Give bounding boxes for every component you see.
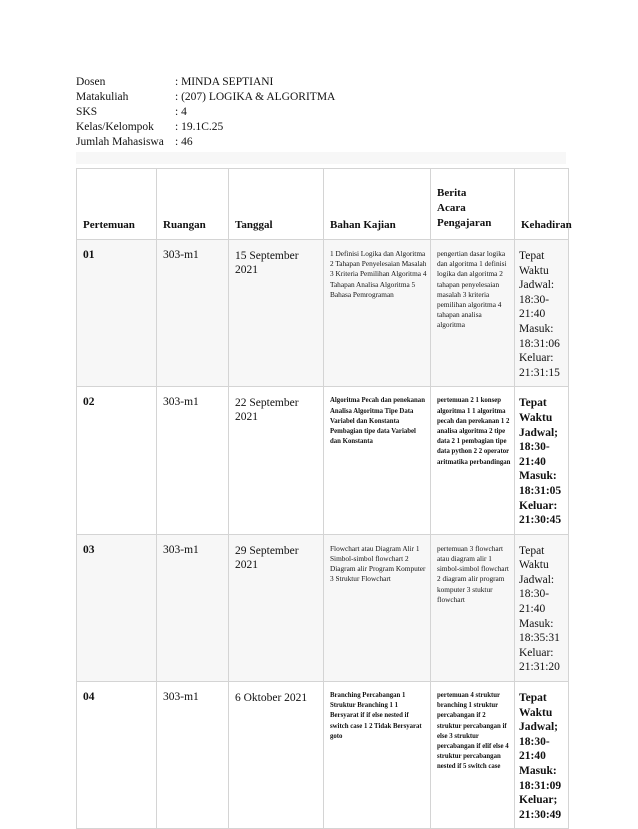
info-label: Kelas/Kelompok	[76, 121, 154, 133]
cell-berita-acara: pertemuan 3 flowchart atau diagram alir 1 simbol-simbol flowchart 2 diagram alir program komputer 3 stuktur flowchart	[437, 543, 509, 604]
header-berita-line: Berita	[437, 187, 467, 199]
kehadiran-jadwal: 18:30-21:40	[519, 293, 550, 321]
header-pertemuan: Pertemuan	[77, 169, 157, 240]
cell-kehadiran	[515, 387, 568, 533]
cell-bahan-kajian: 1 Definisi Logika dan Algoritma 2 Tahapan Penyelesaian Masalah 3 Kriteria Pemilihan Algoritma 4 Tahapan Analisa Algoritma 5 Bahasa Pemrograman	[330, 249, 427, 299]
info-label: Matakuliah	[76, 91, 129, 103]
table-row	[77, 682, 569, 829]
kehadiran-keluar: 21:30:49	[519, 808, 562, 821]
info-matakuliah	[76, 90, 335, 105]
attendance-table	[76, 168, 572, 829]
info-value: : MINDA SEPTIANI	[175, 76, 274, 88]
cell-tanggal: 15 September 2021	[235, 250, 299, 276]
info-sks	[76, 105, 335, 120]
kehadiran-jadwal: 18:30-21:40	[519, 735, 550, 763]
cell-berita-acara: pertemuan 4 struktur branching 1 struktur percabangan if 2 struktur percabangan if else 3 struktur percabangan if elif else 4 struktur percabangan nested if 5 switch case	[437, 692, 509, 771]
kehadiran-masuk-label: Masuk:	[519, 322, 554, 335]
info-value: : (207) LOGIKA & ALGORITMA	[175, 91, 336, 103]
kehadiran-masuk: 18:35:31	[519, 632, 560, 645]
cell-kehadiran	[515, 240, 568, 386]
kehadiran-status: Tepat Waktu	[519, 544, 549, 572]
info-value: : 19.1C.25	[175, 121, 224, 133]
kehadiran-keluar-label: Keluar:	[519, 352, 554, 365]
info-kelas	[76, 120, 335, 135]
kehadiran-jadwal-label: Jadwal;	[519, 721, 558, 734]
table-row	[77, 240, 569, 387]
info-jumlah	[76, 135, 335, 150]
info-value: : 46	[175, 136, 193, 148]
info-value: : 4	[175, 106, 187, 118]
kehadiran-jadwal: 18:30-21:40	[519, 441, 550, 468]
kehadiran-keluar: 21:31:15	[519, 366, 560, 379]
kehadiran-masuk-label: Masuk:	[519, 765, 557, 777]
header-berita-acara	[431, 169, 515, 240]
cell-berita-acara: pertemuan 2 1 konsep algoritma 1 1 algoritma pecah dan perekanan 1 2 analisa algoritma 2 tipe data 2 1 pembagian tipe data python 2 2 operator aritmatika perbandingan	[437, 397, 511, 466]
kehadiran-keluar: 21:31:20	[519, 661, 560, 674]
cell-ruangan: 303-m1	[163, 396, 199, 409]
kehadiran-masuk: 18:31:05	[519, 484, 562, 497]
kehadiran-keluar-label: Keluar;	[519, 794, 558, 807]
kehadiran-masuk: 18:31:06	[519, 337, 560, 350]
header-bahan-kajian: Bahan Kajian	[324, 169, 431, 240]
kehadiran-masuk-label: Masuk:	[519, 617, 554, 630]
cell-bahan-kajian: Flowchart atau Diagram Alir 1 Simbol-simbol flowchart 2 Diagram alir Program Komputer 3 Struktur Flowchart	[330, 543, 426, 584]
kehadiran-keluar-label: Keluar:	[519, 646, 554, 659]
cell-ruangan: 303-m1	[163, 249, 199, 261]
table-row	[77, 387, 569, 534]
header-kehadiran: Kehadiran	[515, 169, 569, 240]
header-ruangan: Ruangan	[157, 169, 229, 240]
table-row	[77, 534, 569, 681]
attendance-table-wrapper	[76, 168, 572, 829]
kehadiran-jadwal-label: Jadwal:	[519, 573, 555, 586]
header-divider-band	[76, 152, 566, 164]
kehadiran-status: Tepat Waktu	[519, 250, 549, 277]
kehadiran-jadwal: 18:30-21:40	[519, 588, 550, 616]
cell-pertemuan: 02	[83, 396, 95, 409]
kehadiran-keluar: 21:30:45	[519, 514, 562, 527]
cell-pertemuan: 01	[83, 249, 95, 261]
cell-bahan-kajian: Algoritma Pecah dan penekanan Analisa Algoritma Tipe Data Variabel dan Konstanta Pembagian tipe data Variabel dan Konstanta	[330, 397, 425, 446]
info-label: Dosen	[76, 76, 106, 88]
header-tanggal: Tanggal	[229, 169, 324, 240]
cell-berita-acara: pengertian dasar logika dan algoritma 1 definisi logika dan algoritma 2 tahapan penyelesaian masalah 3 kriteria pemilihan algoritma 4 tahapan analisa algoritma	[437, 249, 507, 330]
info-dosen	[76, 75, 335, 90]
kehadiran-jadwal-label: Jadwal;	[519, 426, 558, 439]
info-label: Jumlah Mahasiswa	[76, 136, 164, 148]
cell-kehadiran	[515, 535, 568, 681]
kehadiran-masuk: 18:31:09	[519, 779, 562, 792]
kehadiran-masuk-label: Masuk:	[519, 470, 557, 483]
header-berita-line: Pengajaran	[437, 217, 492, 229]
kehadiran-status: Tepat Waktu	[519, 692, 553, 719]
course-info	[76, 75, 335, 150]
cell-kehadiran	[515, 682, 568, 828]
kehadiran-jadwal-label: Jadwal:	[519, 279, 555, 292]
cell-pertemuan: 03	[83, 543, 95, 556]
header-berita-line: Acara	[437, 202, 466, 214]
table-header-row	[77, 169, 569, 240]
info-label: SKS	[76, 106, 98, 118]
cell-ruangan: 303-m1	[163, 691, 199, 704]
cell-pertemuan: 04	[83, 691, 95, 704]
kehadiran-status: Tepat Waktu	[519, 397, 553, 424]
cell-tanggal: 22 September 2021	[235, 397, 299, 424]
cell-tanggal: 29 September 2021	[235, 544, 299, 571]
kehadiran-keluar-label: Keluar:	[519, 499, 558, 512]
cell-bahan-kajian: Branching Percabangan 1 Struktur Branching 1 1 Bersyarat if if else nested if switch case 1 2 Tidak Bersyarat goto	[330, 692, 422, 740]
cell-tanggal: 6 Oktober 2021	[235, 692, 308, 705]
cell-ruangan: 303-m1	[163, 543, 199, 556]
